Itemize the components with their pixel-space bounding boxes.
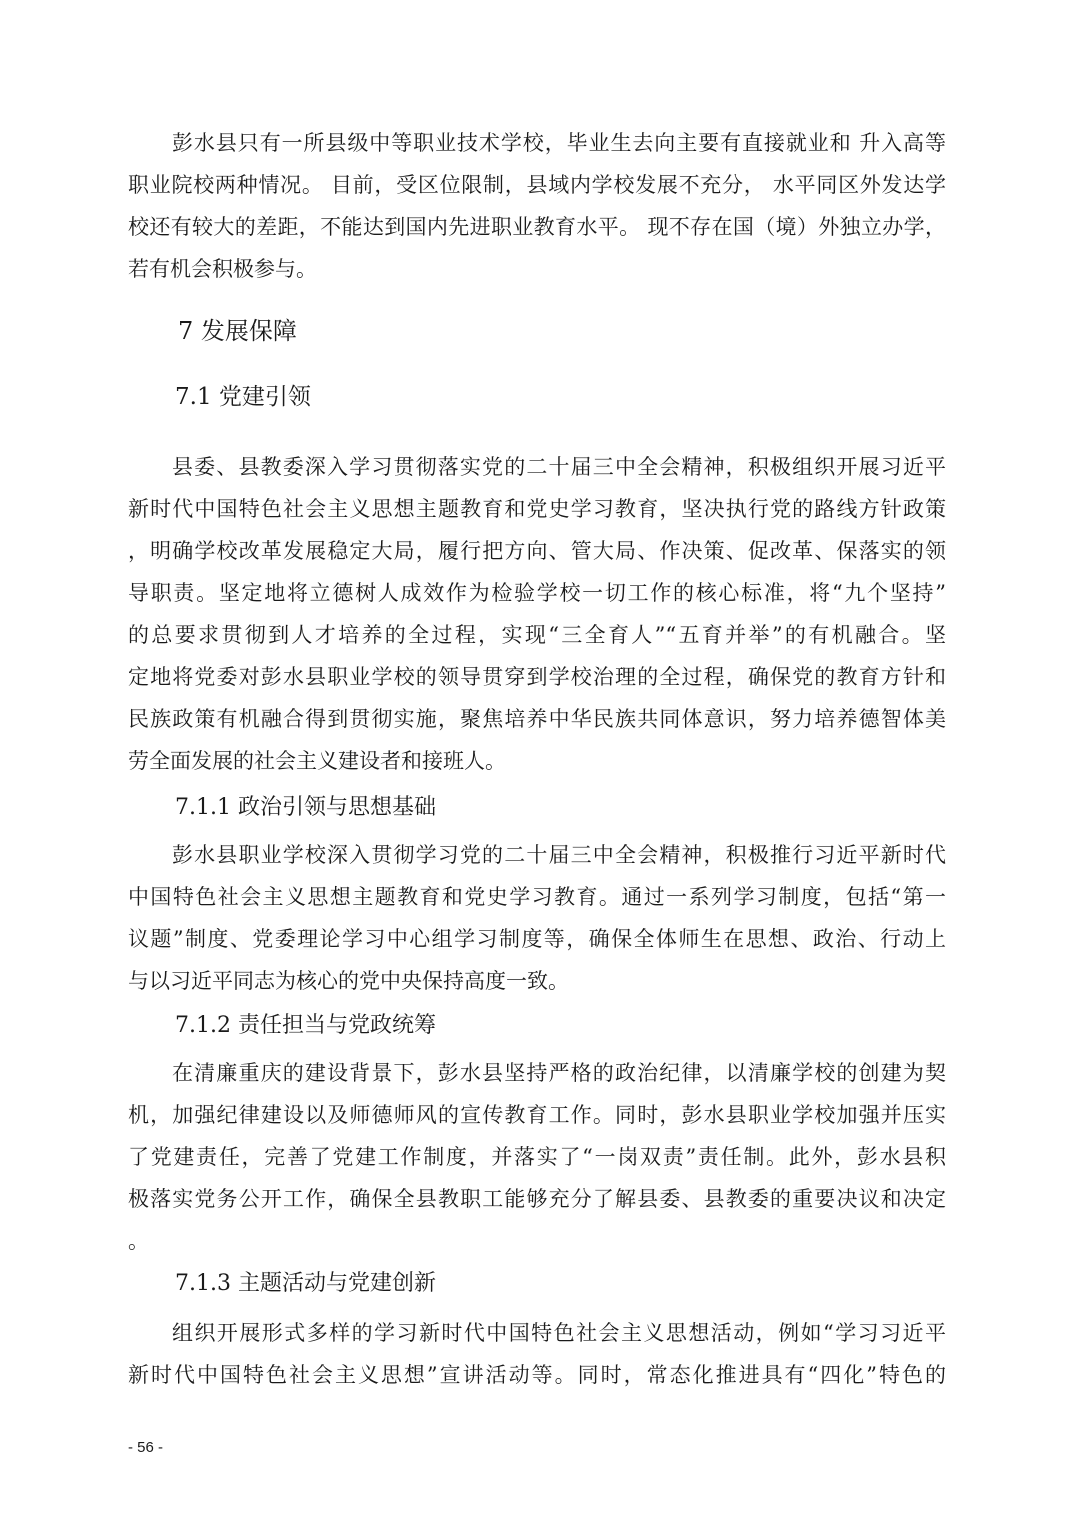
page-number: - 56 -: [128, 1439, 164, 1456]
paragraph-line: 民族政策有机融合得到贯彻实施，聚焦培养中华民族共同体意识，努力培养德智体美: [128, 707, 946, 731]
subsubsection-heading: 7.1.1 政治引领与思想基础: [175, 795, 436, 820]
paragraph-line: 与以习近平同志为核心的党中央保持高度一致。: [128, 969, 569, 993]
paragraph-line: 若有机会积极参与。: [128, 257, 317, 281]
paragraph-line: 了党建责任，完善了党建工作制度，并落实了“一岗双责”责任制。此外，彭水县积: [128, 1145, 946, 1169]
paragraph-line: 组织开展形式多样的学习新时代中国特色社会主义思想活动，例如“学习习近平: [172, 1321, 946, 1345]
paragraph-line: ，明确学校改革发展稳定大局，履行把方向、管大局、作决策、促改革、保落实的领: [128, 539, 946, 563]
paragraph-line: 的总要求贯彻到人才培养的全过程，实现“三全育人”“五育并举”的有机融合。坚: [128, 623, 946, 647]
subsection-heading: 7.1 党建引领: [175, 384, 311, 410]
paragraph-line: 校还有较大的差距，不能达到国内先进职业教育水平。 现不存在国（境）外独立办学，: [128, 215, 946, 239]
paragraph-line: 。: [128, 1229, 149, 1253]
paragraph-line: 议题”制度、党委理论学习中心组学习制度等，确保全体师生在思想、政治、行动上: [128, 927, 946, 951]
paragraph-line: 在清廉重庆的建设背景下，彭水县坚持严格的政治纪律，以清廉学校的创建为契: [172, 1061, 946, 1085]
paragraph-line: 劳全面发展的社会主义建设者和接班人。: [128, 749, 506, 773]
paragraph-line: 职业院校两种情况。 目前，受区位限制，县域内学校发展不充分， 水平同区外发达学: [128, 173, 946, 197]
paragraph-line: 机，加强纪律建设以及师德师风的宣传教育工作。同时，彭水县职业学校加强并压实: [128, 1103, 946, 1127]
paragraph-line: 中国特色社会主义思想主题教育和党史学习教育。通过一系列学习制度，包括“第一: [128, 885, 946, 909]
paragraph-line: 新时代中国特色社会主义思想主题教育和党史学习教育，坚决执行党的路线方针政策: [128, 497, 946, 521]
paragraph-line: 定地将党委对彭水县职业学校的领导贯穿到学校治理的全过程，确保党的教育方针和: [128, 665, 946, 689]
paragraph-line: 极落实党务公开工作，确保全县教职工能够充分了解县委、县教委的重要决议和决定: [128, 1187, 946, 1211]
paragraph-line: 彭水县只有一所县级中等职业技术学校，毕业生去向主要有直接就业和 升入高等: [172, 131, 946, 155]
subsubsection-heading: 7.1.3 主题活动与党建创新: [175, 1271, 436, 1296]
section-heading: 7 发展保障: [178, 317, 297, 345]
paragraph-line: 新时代中国特色社会主义思想”宣讲活动等。同时，常态化推进具有“四化”特色的: [128, 1363, 946, 1387]
paragraph-line: 彭水县职业学校深入贯彻学习党的二十届三中全会精神，积极推行习近平新时代: [172, 843, 946, 867]
subsubsection-heading: 7.1.2 责任担当与党政统筹: [175, 1013, 436, 1038]
paragraph-line: 导职责。坚定地将立德树人成效作为检验学校一切工作的核心标准，将“九个坚持”: [128, 581, 946, 605]
paragraph-line: 县委、县教委深入学习贯彻落实党的二十届三中全会精神，积极组织开展习近平: [172, 455, 946, 479]
